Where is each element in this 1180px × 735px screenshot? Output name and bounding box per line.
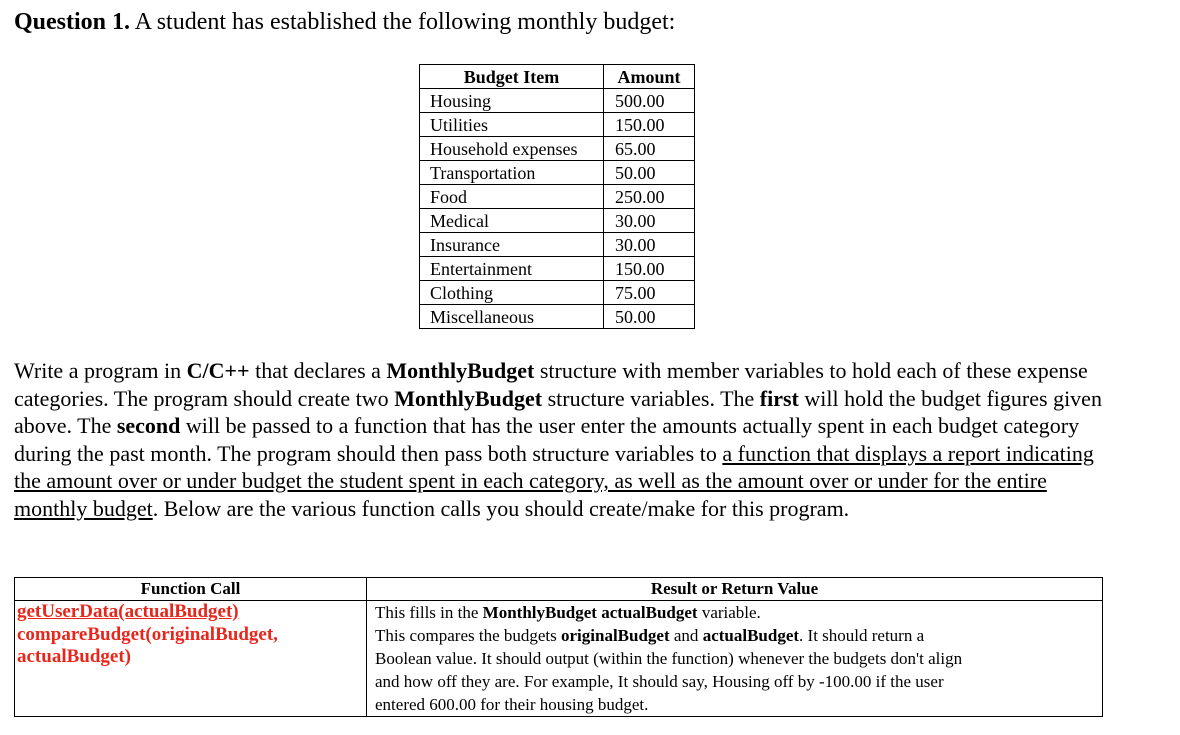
budget-amount: 75.00 <box>604 281 695 305</box>
para-text: Write a program in <box>14 358 187 383</box>
function-call-compare-budget <box>15 624 367 717</box>
function-call-get-user-data <box>15 601 367 625</box>
table-row <box>420 185 695 209</box>
table-row <box>15 624 1103 717</box>
para-text: structure with member variables to hold each of these expense categories. The program should create two <box>14 358 1088 411</box>
budget-header-row <box>420 65 695 89</box>
budget-amount: 50.00 <box>604 161 695 185</box>
header-result: Result or Return Value <box>367 578 1103 601</box>
result-text: . It should return a <box>799 626 925 645</box>
para-bold: MonthlyBudget <box>394 385 543 411</box>
header-amount: Amount <box>604 65 695 89</box>
function-header-row <box>15 578 1103 601</box>
question-label: Question 1. <box>14 9 131 35</box>
table-row <box>420 209 695 233</box>
budget-item: Housing <box>420 89 604 113</box>
para-bold: C/C++ <box>186 358 250 383</box>
result-text: and <box>669 626 703 645</box>
budget-item: Insurance <box>420 233 604 257</box>
budget-item: Household expenses <box>420 137 604 161</box>
result-bold: originalBudget <box>561 626 670 645</box>
budget-amount: 65.00 <box>604 137 695 161</box>
instructions-paragraph <box>14 357 1114 522</box>
question-text: A student has established the following monthly budget: <box>130 9 676 35</box>
table-row <box>420 233 695 257</box>
table-row <box>420 257 695 281</box>
header-budget-item: Budget Item <box>420 65 604 89</box>
table-row <box>420 281 695 305</box>
budget-item: Food <box>420 185 604 209</box>
table-row <box>420 305 695 329</box>
result-line: Boolean value. It should output (within the function) whenever the budgets don't align <box>375 649 963 668</box>
budget-item: Transportation <box>420 161 604 185</box>
header-function-call: Function Call <box>15 578 367 601</box>
para-text: structure variables. The <box>542 385 760 411</box>
function-call-text: getUserData(actualBudget) <box>17 601 239 622</box>
para-bold: MonthlyBudget <box>386 358 535 383</box>
table-row <box>420 113 695 137</box>
result-line <box>375 624 1094 647</box>
para-text: . Below are the various function calls you should create/make for this program. <box>152 495 850 521</box>
budget-amount: 250.00 <box>604 185 695 209</box>
table-row <box>15 601 1103 625</box>
result-line: and how off they are. For example, It should say, Housing off by -100.00 if the user <box>375 672 944 691</box>
result-bold: MonthlyBudget actualBudget <box>482 603 698 622</box>
function-call-line: actualBudget) <box>17 646 131 667</box>
budget-item: Medical <box>420 209 604 233</box>
function-result <box>367 601 1103 625</box>
budget-item: Miscellaneous <box>420 305 604 329</box>
para-text: that declares a <box>249 358 387 383</box>
question-heading <box>14 6 675 38</box>
para-bold: first <box>759 385 799 411</box>
result-text: variable. <box>697 603 761 622</box>
budget-amount: 30.00 <box>604 209 695 233</box>
para-text: will be passed to a function that has the user enter the amounts actually spent in each budget category during the past month. The program should then pass both structure variables to <box>14 413 1080 466</box>
budget-item: Entertainment <box>420 257 604 281</box>
budget-item: Utilities <box>420 113 604 137</box>
budget-table <box>419 64 695 329</box>
function-result <box>367 624 1103 717</box>
budget-amount: 150.00 <box>604 113 695 137</box>
budget-amount: 30.00 <box>604 233 695 257</box>
result-line: entered 600.00 for their housing budget. <box>375 695 649 714</box>
result-bold: actualBudget <box>702 626 800 645</box>
para-underlined: a function that displays a report indicating the amount over or under budget the student spent in each category, as well as the amount over or under for the entire monthly budget <box>14 440 1094 521</box>
budget-amount: 50.00 <box>604 305 695 329</box>
table-row <box>420 161 695 185</box>
budget-amount: 500.00 <box>604 89 695 113</box>
para-bold: second <box>116 413 181 438</box>
table-row <box>420 137 695 161</box>
result-text: This compares the budgets <box>375 626 562 645</box>
function-call-line: compareBudget(originalBudget, <box>17 624 278 645</box>
result-text: This fills in the <box>375 603 483 622</box>
table-row <box>420 89 695 113</box>
function-table <box>14 577 1103 717</box>
budget-item: Clothing <box>420 281 604 305</box>
budget-amount: 150.00 <box>604 257 695 281</box>
para-text: will hold the budget figures given above. The <box>14 385 1102 438</box>
